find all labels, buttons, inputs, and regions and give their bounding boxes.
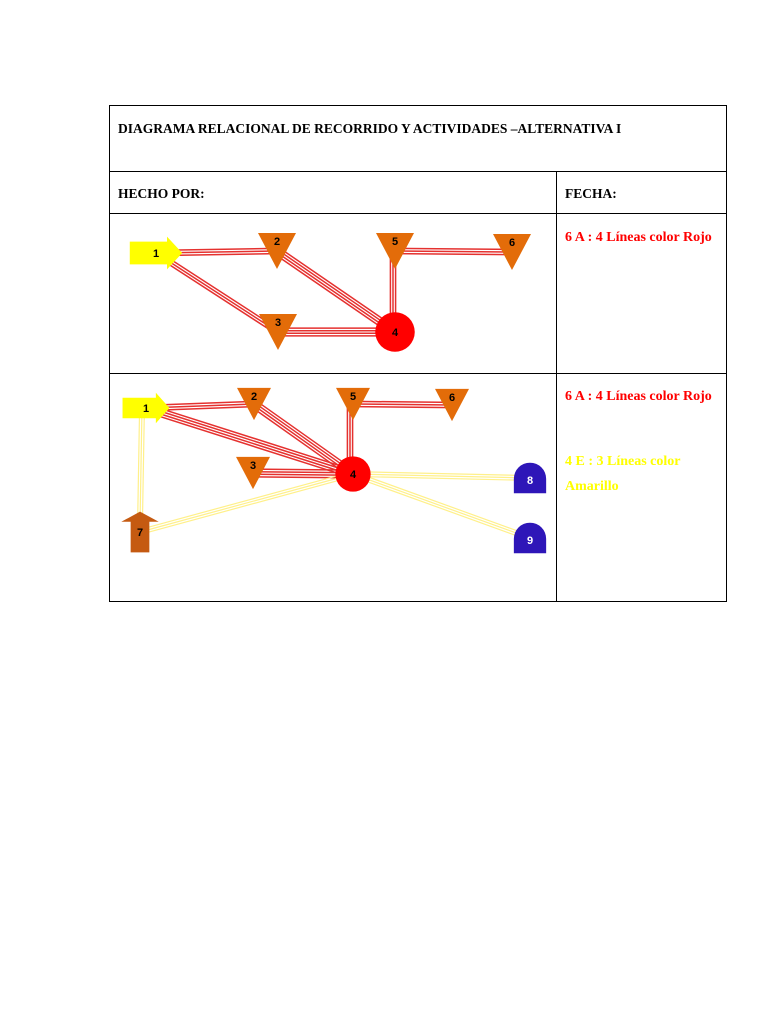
link-line bbox=[352, 476, 529, 540]
diagram1-notes-cell bbox=[556, 213, 727, 374]
diagram1-canvas bbox=[110, 214, 556, 373]
node-label: 5 bbox=[349, 390, 357, 403]
node-label: 4 bbox=[391, 327, 399, 339]
node-label: 2 bbox=[250, 390, 258, 403]
link-5-6 bbox=[353, 401, 452, 407]
node-8 bbox=[514, 463, 546, 494]
link-line bbox=[155, 255, 277, 334]
node-label: 4 bbox=[349, 469, 357, 481]
link-line bbox=[156, 253, 278, 332]
link-4-9 bbox=[352, 472, 534, 541]
diagram-table bbox=[109, 105, 727, 602]
diagram1-links bbox=[152, 248, 512, 336]
diagram1-cell bbox=[109, 213, 557, 374]
made-by-label: HECHO POR: bbox=[118, 186, 205, 201]
link-4-8 bbox=[353, 472, 530, 481]
node-label: 6 bbox=[508, 236, 516, 249]
link-line bbox=[353, 404, 452, 405]
node-3 bbox=[259, 314, 297, 350]
diagram2-note-yellow: 4 E : 3 Líneas color Amarillo bbox=[565, 454, 681, 494]
link-line bbox=[395, 251, 512, 252]
node-label: 1 bbox=[152, 248, 160, 260]
node-4 bbox=[335, 456, 370, 491]
link-line bbox=[275, 254, 393, 335]
title-cell bbox=[109, 105, 727, 172]
link-line bbox=[142, 408, 144, 524]
diagram2-links bbox=[138, 401, 534, 540]
link-line bbox=[140, 474, 353, 532]
diagram2-note-red: 6 A : 4 Líneas color Rojo bbox=[565, 389, 712, 404]
link-line bbox=[278, 250, 396, 331]
link-line bbox=[276, 252, 394, 333]
link-line bbox=[157, 251, 282, 330]
link-line bbox=[353, 401, 452, 402]
date-cell bbox=[556, 171, 727, 214]
link-line bbox=[139, 472, 352, 530]
node-label: 5 bbox=[391, 235, 399, 248]
link-5-6 bbox=[395, 248, 512, 254]
node-label: 3 bbox=[249, 459, 257, 472]
node-label: 2 bbox=[273, 235, 281, 248]
node-label: 7 bbox=[136, 527, 144, 539]
node-4 bbox=[375, 312, 415, 352]
node-1 bbox=[123, 393, 170, 423]
link-1-3 bbox=[155, 251, 280, 334]
link-line bbox=[253, 405, 352, 475]
link-line bbox=[395, 248, 512, 249]
made-by-cell bbox=[109, 171, 557, 214]
node-7 bbox=[121, 512, 158, 553]
link-line bbox=[279, 248, 397, 329]
link-line bbox=[140, 408, 142, 524]
node-3 bbox=[236, 457, 270, 489]
link-1-7 bbox=[138, 408, 145, 524]
link-line bbox=[138, 408, 140, 524]
node-label: 8 bbox=[526, 475, 534, 487]
diagram1-note-red: 6 A : 4 Líneas color Rojo bbox=[565, 230, 712, 245]
date-label: FECHA: bbox=[565, 186, 617, 201]
node-label: 6 bbox=[448, 391, 456, 404]
node-label: 9 bbox=[526, 535, 534, 547]
diagram2-notes-cell bbox=[556, 373, 727, 602]
diagram2-cell bbox=[109, 373, 557, 602]
diagram2-canvas bbox=[110, 374, 556, 601]
node-label: 1 bbox=[142, 403, 150, 415]
link-7-4 bbox=[139, 472, 353, 535]
node-label: 3 bbox=[274, 316, 282, 329]
link-line bbox=[353, 407, 452, 408]
table-title: DIAGRAMA RELACIONAL DE RECORRIDO Y ACTIVIDADES –ALTERNATIVA I bbox=[118, 121, 622, 136]
link-line bbox=[141, 476, 354, 534]
link-line bbox=[395, 254, 512, 255]
link-line bbox=[354, 472, 534, 536]
node-9 bbox=[514, 523, 546, 554]
link-line bbox=[353, 474, 530, 538]
